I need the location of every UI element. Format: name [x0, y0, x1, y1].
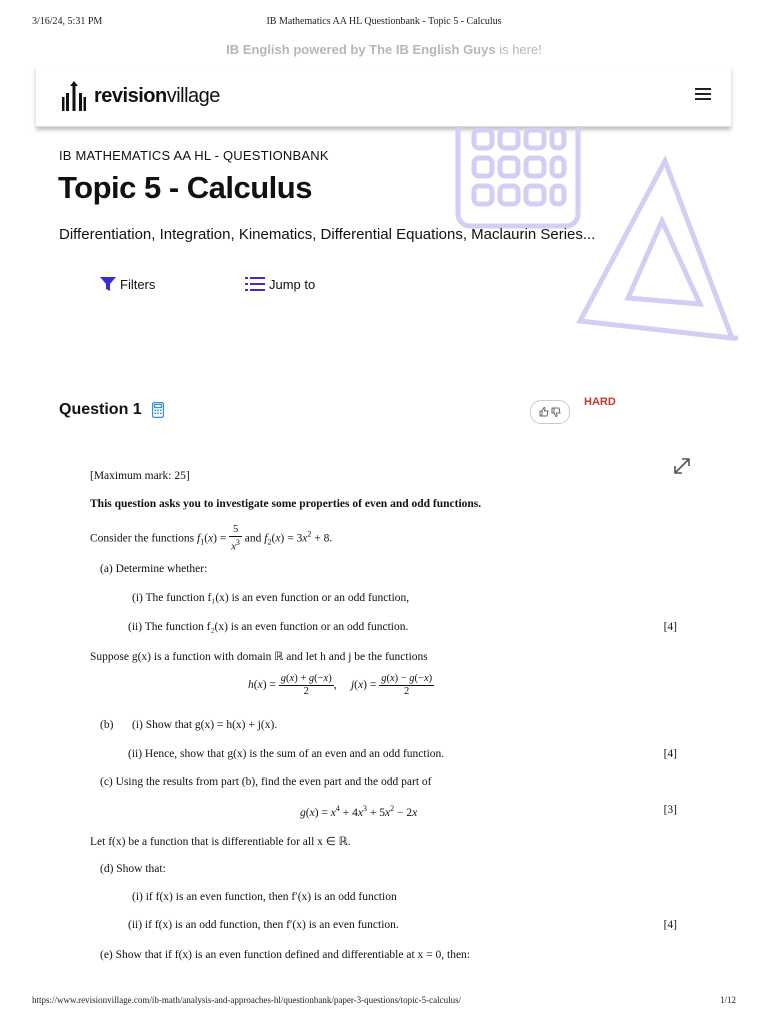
filter-icon — [100, 276, 116, 292]
logo-text — [94, 85, 220, 108]
logo[interactable] — [62, 80, 220, 112]
max-mark: [Maximum mark: 25] — [90, 470, 190, 482]
print-footer — [32, 995, 736, 1009]
print-page-number: 1/12 — [719, 995, 736, 1005]
logo-mark-icon — [62, 81, 86, 111]
suppose-line: Suppose g(x) is a function with domain ℝ and let h and j be the functions — [90, 651, 428, 663]
part-a-marks: [4] — [663, 621, 677, 633]
list-icon — [245, 276, 265, 292]
question-intro: This question asks you to investigate some properties of even and odd functions. — [90, 498, 482, 510]
logo-text-bold: revision — [94, 84, 167, 107]
part-d-label: (d) Show that: — [100, 863, 166, 875]
navbar — [36, 66, 731, 127]
print-url: https://www.revisionvillage.com/ib-math/analysis-and-approaches-hl/questionbank/paper-3-questions/topic-5-calculus/ — [32, 995, 462, 1005]
banner-bold-text[interactable]: IB English powered by The IB English Guys — [226, 42, 496, 57]
filters-label: Filters — [120, 276, 156, 292]
page-title: Topic 5 - Calculus — [58, 170, 312, 205]
section-label: IB MATHEMATICS AA HL - QUESTIONBANK — [59, 148, 329, 163]
part-a-ii: (ii) The function f₂(x) is an even function or an odd function. — [128, 621, 409, 633]
part-c-equation: $g(x) = x^4 + 4x^3 + 5x^2 - 2x$ — [300, 804, 418, 819]
question-title: Question 1 — [59, 401, 142, 418]
part-c-marks: [3] — [663, 804, 677, 816]
print-page-title: IB Mathematics AA HL Questionbank - Topic 5 - Calculus — [266, 16, 502, 27]
h-j-definition: h(x) = $\frac{g(x) + g(-x)}{2}$ , j(x) = $\frac{g(x) - g(-x)}{2}$ — [248, 673, 433, 697]
part-b-i: (i) Show that g(x) = h(x) + j(x). — [132, 719, 278, 731]
page-subtitle: Differentiation, Integration, Kinematics, Differential Equations, Maclaurin Series... — [59, 226, 596, 243]
expand-icon[interactable] — [672, 456, 692, 476]
part-b-label: (b) — [100, 719, 114, 731]
banner-plain-text: is here! — [495, 42, 542, 57]
announcement-banner[interactable] — [0, 42, 768, 57]
difficulty-badge: HARD — [584, 396, 616, 408]
jump-to-button[interactable] — [245, 275, 315, 293]
part-e-label: (e) Show that if f(x) is an even function defined and differentiable at x = 0, then: — [100, 949, 470, 961]
thumbs-down-icon[interactable] — [551, 407, 561, 417]
part-b-ii: (ii) Hence, show that g(x) is the sum of an even and an odd function. — [128, 748, 445, 760]
calculator-icon[interactable] — [152, 402, 164, 418]
part-b-marks: [4] — [663, 748, 677, 760]
part-c-label: (c) Using the results from part (b), find the even part and the odd part of — [100, 776, 432, 788]
logo-text-rest: village — [166, 84, 220, 107]
hamburger-menu-icon[interactable] — [695, 88, 711, 102]
part-a-label: (a) Determine whether: — [100, 563, 208, 575]
question-header — [59, 401, 164, 419]
part-d-i: (i) if f(x) is an even function, then f′(x) is an odd function — [132, 891, 397, 903]
jump-to-label: Jump to — [269, 276, 316, 292]
consider-line: Consider the functions $f_1(x)$ = $\frac{5}{x^3}$ and $f_2(x) = 3x^2 + 8$. — [90, 524, 333, 553]
thumbs-up-icon[interactable] — [539, 407, 549, 417]
let-line: Let f(x) be a function that is differentiable for all x ∈ ℝ. — [90, 836, 351, 848]
print-header — [32, 16, 736, 30]
part-a-i: (i) The function f₁(x) is an even function or an odd function, — [132, 592, 410, 604]
filters-button[interactable] — [100, 275, 155, 293]
print-datetime: 3/16/24, 5:31 PM — [32, 16, 103, 27]
part-d-marks: [4] — [663, 919, 677, 931]
vote-button[interactable] — [530, 400, 570, 424]
part-d-ii: (ii) if f(x) is an odd function, then f′(x) is an even function. — [128, 919, 399, 931]
